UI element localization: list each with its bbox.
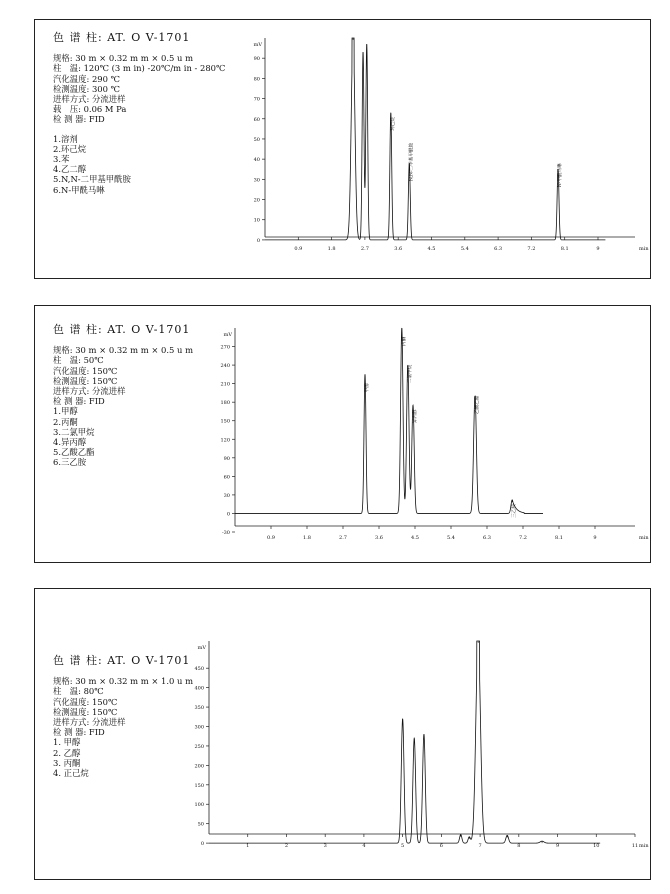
- param-spec: 规格: 30 m × 0.32 m m × 0.5 u m: [53, 53, 194, 64]
- x-tick-label: 5.4: [447, 535, 455, 541]
- y-tick-label: 300: [194, 724, 204, 731]
- x-tick-label: 7: [478, 843, 482, 849]
- y-tick-label: 80: [253, 76, 260, 83]
- x-tick-label: 2.7: [339, 535, 347, 541]
- peak-label: 二氯甲烷: [407, 364, 413, 384]
- x-tick-label: 8: [517, 843, 521, 849]
- x-tick-label: 7.2: [527, 246, 536, 252]
- x-tick-label: 8.1: [560, 246, 569, 252]
- y-tick-label: -30: [221, 530, 230, 536]
- chromatogram-panel-2: [34, 305, 651, 563]
- peak-label: N,N-二甲基甲酰胺: [409, 142, 415, 182]
- x-tick-label: 4.5: [427, 246, 436, 252]
- compound-1: 1.溶剂: [53, 133, 78, 144]
- param-spec: 规格: 30 m × 0.32 m m × 0.5 u m: [53, 345, 194, 356]
- compound-4: 4.异丙醇: [53, 437, 87, 448]
- compound-2: 2.丙酮: [53, 416, 78, 427]
- y-tick-label: 20: [253, 197, 260, 204]
- column-title: 色 谱 柱: AT. O V-1701: [53, 31, 191, 44]
- x-tick-label: 1: [246, 843, 250, 849]
- x-tick-label: 11: [631, 843, 639, 849]
- y-tick-label: 60: [223, 474, 230, 481]
- y-tick-label: 450: [194, 666, 204, 673]
- compound-3: 3.二氯甲烷: [53, 426, 95, 437]
- y-tick-label: 60: [253, 116, 260, 123]
- signal-trace: [265, 38, 605, 240]
- x-tick-label: 1.8: [327, 246, 336, 252]
- x-tick-label: 6.3: [483, 535, 491, 541]
- x-tick-label: 3.6: [394, 246, 403, 252]
- y-tick-label: 200: [194, 763, 204, 770]
- column-title: 色 谱 柱: AT. O V-1701: [53, 654, 191, 667]
- param-column-temp: 柱 温: 50℃: [53, 355, 104, 366]
- param-detector-temp: 检测温度: 300 ℃: [53, 83, 120, 94]
- y-tick-label: 70: [253, 96, 260, 103]
- y-tick-label: 0: [226, 511, 230, 518]
- y-tick-label: 90: [223, 455, 230, 462]
- y-tick-label: 120: [220, 437, 230, 444]
- x-tick-label: 9: [555, 843, 560, 849]
- y-tick-label: 0: [256, 237, 260, 244]
- x-tick-label: 0.9: [267, 535, 275, 541]
- y-tick-label: 10: [253, 217, 260, 224]
- y-tick-label: 40: [253, 157, 260, 164]
- compound-2: 2. 乙醇: [53, 747, 81, 758]
- signal-trace: [235, 328, 543, 513]
- x-tick-label: 4.5: [411, 535, 419, 541]
- x-tick-label: 3.6: [375, 535, 383, 541]
- compound-6: 6.三乙胺: [53, 457, 87, 468]
- param-injection: 进样方式: 分流进样: [53, 717, 126, 728]
- x-tick-label: 2: [284, 843, 289, 849]
- x-tick-label: 5: [401, 843, 405, 849]
- x-tick-label: 7.2: [519, 535, 527, 541]
- y-tick-label: 30: [223, 492, 230, 499]
- chromatogram-3: [35, 589, 652, 881]
- param-injection: 进样方式: 分流进样: [53, 94, 126, 105]
- x-tick-label: 9: [593, 535, 597, 541]
- param-injection: 进样方式: 分流进样: [53, 386, 126, 397]
- param-detector-temp: 检测温度: 150℃: [53, 375, 118, 386]
- x-tick-label: 10: [593, 843, 600, 849]
- compound-1: 1. 甲醇: [53, 737, 81, 748]
- y-tick-label: 400: [194, 685, 204, 692]
- y-axis-label: mV: [197, 645, 206, 651]
- compound-4: 4.乙二醇: [53, 164, 87, 175]
- x-tick-label: 0.9: [294, 246, 303, 252]
- x-tick-label: 3: [323, 843, 327, 849]
- y-tick-label: 100: [194, 802, 204, 809]
- x-tick-label: 9: [596, 246, 600, 252]
- y-tick-label: 0: [200, 841, 204, 848]
- peak-label: 丙酮: [401, 336, 407, 346]
- y-tick-label: 50: [197, 821, 204, 828]
- x-tick-label: 6.3: [494, 246, 503, 252]
- param-vapor-temp: 汽化温度: 290 ℃: [53, 73, 120, 84]
- chromatogram-2: [35, 306, 652, 564]
- x-tick-label: 4: [362, 843, 366, 849]
- x-tick-label: 2.7: [360, 246, 369, 252]
- y-tick-label: 150: [194, 782, 204, 789]
- signal-trace: [209, 641, 600, 843]
- compound-1: 1.甲醇: [53, 406, 78, 417]
- peak-label: N-甲酰马啉: [558, 163, 564, 188]
- x-axis-label: min: [639, 535, 649, 541]
- x-tick-label: 5.4: [460, 246, 469, 252]
- param-column-temp: 柱 温: 120℃ (3 m in) -20℃/m in - 280℃: [53, 63, 226, 74]
- param-column-temp: 柱 温: 80℃: [53, 686, 104, 697]
- y-tick-label: 30: [253, 177, 260, 184]
- chromatogram-panel-1: [34, 19, 651, 279]
- x-tick-label: 6: [439, 843, 443, 849]
- param-vapor-temp: 汽化温度: 150℃: [53, 696, 118, 707]
- param-pressure: 载 压: 0.06 M Pa: [53, 104, 127, 115]
- y-tick-label: 270: [220, 344, 230, 351]
- chromatogram-1: [35, 20, 652, 280]
- x-axis-label: min: [639, 246, 649, 252]
- param-detector: 检 测 器: FID: [53, 727, 105, 738]
- y-tick-label: 180: [220, 400, 230, 407]
- y-tick-label: 240: [220, 363, 230, 370]
- compound-3: 3. 丙酮: [53, 757, 81, 768]
- y-tick-label: 210: [220, 381, 230, 388]
- x-tick-label: 8.1: [555, 535, 563, 541]
- param-detector: 检 测 器: FID: [53, 396, 105, 407]
- peak-label: 甲醇: [365, 383, 370, 393]
- compound-5: 5.乙酸乙酯: [53, 447, 95, 458]
- chromatogram-panel-3: [34, 588, 651, 880]
- param-vapor-temp: 汽化温度: 150℃: [53, 365, 118, 376]
- y-tick-label: 90: [253, 56, 260, 63]
- compound-5: 5.N,N-二甲基甲酰胺: [53, 174, 131, 185]
- param-detector-temp: 检测温度: 150℃: [53, 706, 118, 717]
- peak-label: 乙酸乙酯: [475, 395, 480, 414]
- x-axis-label: min: [639, 843, 649, 849]
- param-spec: 规格: 30 m × 0.32 m m × 1.0 u m: [53, 676, 194, 687]
- compound-4: 4. 正己烷: [53, 768, 89, 779]
- y-axis-label: mV: [253, 42, 262, 48]
- compound-6: 6.N-甲酰马啉: [53, 184, 105, 195]
- param-detector: 检 测 器: FID: [53, 114, 105, 125]
- peak-label: 三乙胺: [512, 504, 518, 518]
- x-tick-label: 1.8: [303, 535, 311, 541]
- compound-3: 3.苯: [53, 154, 70, 165]
- compound-2: 2.环己烷: [53, 143, 87, 154]
- peak-label: 环己烷: [390, 116, 396, 131]
- y-tick-label: 250: [194, 743, 204, 750]
- column-title: 色 谱 柱: AT. O V-1701: [53, 323, 191, 336]
- y-tick-label: 150: [220, 418, 230, 425]
- y-tick-label: 350: [194, 705, 204, 712]
- peak-label: 异丙醇: [413, 409, 418, 424]
- y-axis-label: mV: [223, 332, 232, 338]
- y-tick-label: 50: [253, 136, 260, 143]
